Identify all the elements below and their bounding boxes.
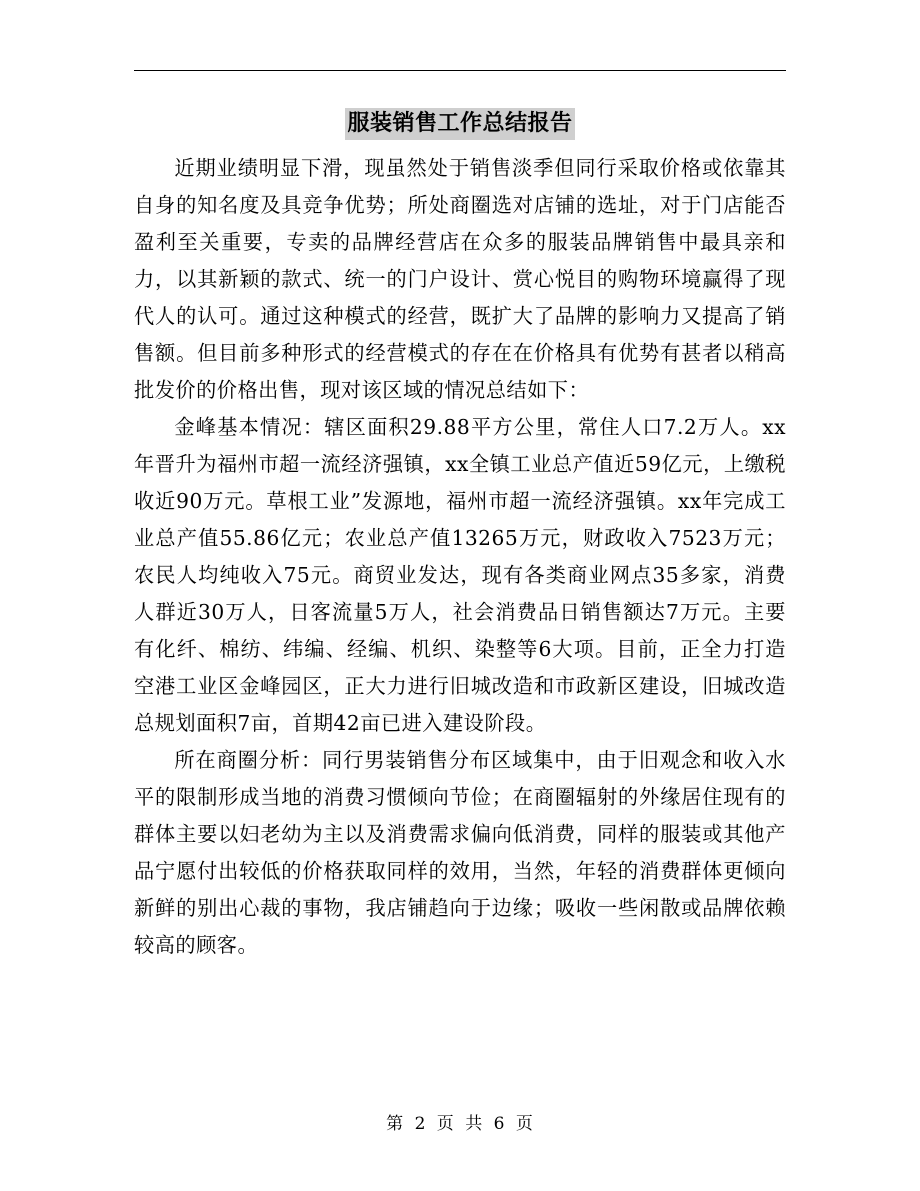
header-rule: [134, 70, 786, 71]
paragraph-intro: 近期业绩明显下滑，现虽然处于销售淡季但同行采取价格或依靠其自身的知名度及具竞争优势；所处商圈选对店铺的选址，对于门店能否盈利至关重要，专卖的品牌经营店在众多的服装品牌销售中最具亲和力，以其新颖的款式、统一的门户设计、赏心悦目的购物环境赢得了现代人的认可。通过这种模式的经营，既扩大了品牌的影响力又提高了销售额。但目前多种形式的经营模式的存在在价格具有优势有甚者以稍高批发价的价格出售，现对该区域的情况总结如下：: [134, 156, 786, 402]
document-title: 服装销售工作总结报告: [345, 108, 574, 140]
page-number-footer: 第 2 页 共 6 页: [386, 1114, 534, 1134]
document-body: [134, 150, 786, 964]
paragraph-trade-area-analysis: 所在商圈分析：同行男装销售分布区域集中，由于旧观念和收入水平的限制形成当地的消费习惯倾向节俭；在商圈辐射的外缘居住现有的群体主要以妇老幼为主以及消费需求偏向低消费，同样的服装或其他产品宁愿付出较低的价格获取同样的效用，当然，年轻的消费群体更倾向新鲜的别出心裁的事物，我店铺趋向于边缘；吸收一些闲散或品牌依赖较高的顾客。: [134, 748, 786, 957]
paragraph-jinfeng-overview: 金峰基本情况：辖区面积29.88平方公里，常住人口7.2万人。xx年晋升为福州市超一流经济强镇，xx全镇工业总产值近59亿元，上缴税收近90万元。草根工业”发源地，福州市超一流经济强镇。xx年完成工业总产值55.86亿元；农业总产值13265万元，财政收入7523万元；农民人均纯收入75元。商贸业发达，现有各类商业网点35多家，消费人群近30万人，日客流量5万人，社会消费品日销售额达7万元。主要有化纤、棉纺、纬编、经编、机织、染整等6大项。目前，正全力打造空港工业区金峰园区，正大力进行旧城改造和市政新区建设，旧城改造总规划面积7亩，首期42亩已进入建设阶段。: [134, 415, 786, 735]
title-wrap: [0, 108, 920, 140]
